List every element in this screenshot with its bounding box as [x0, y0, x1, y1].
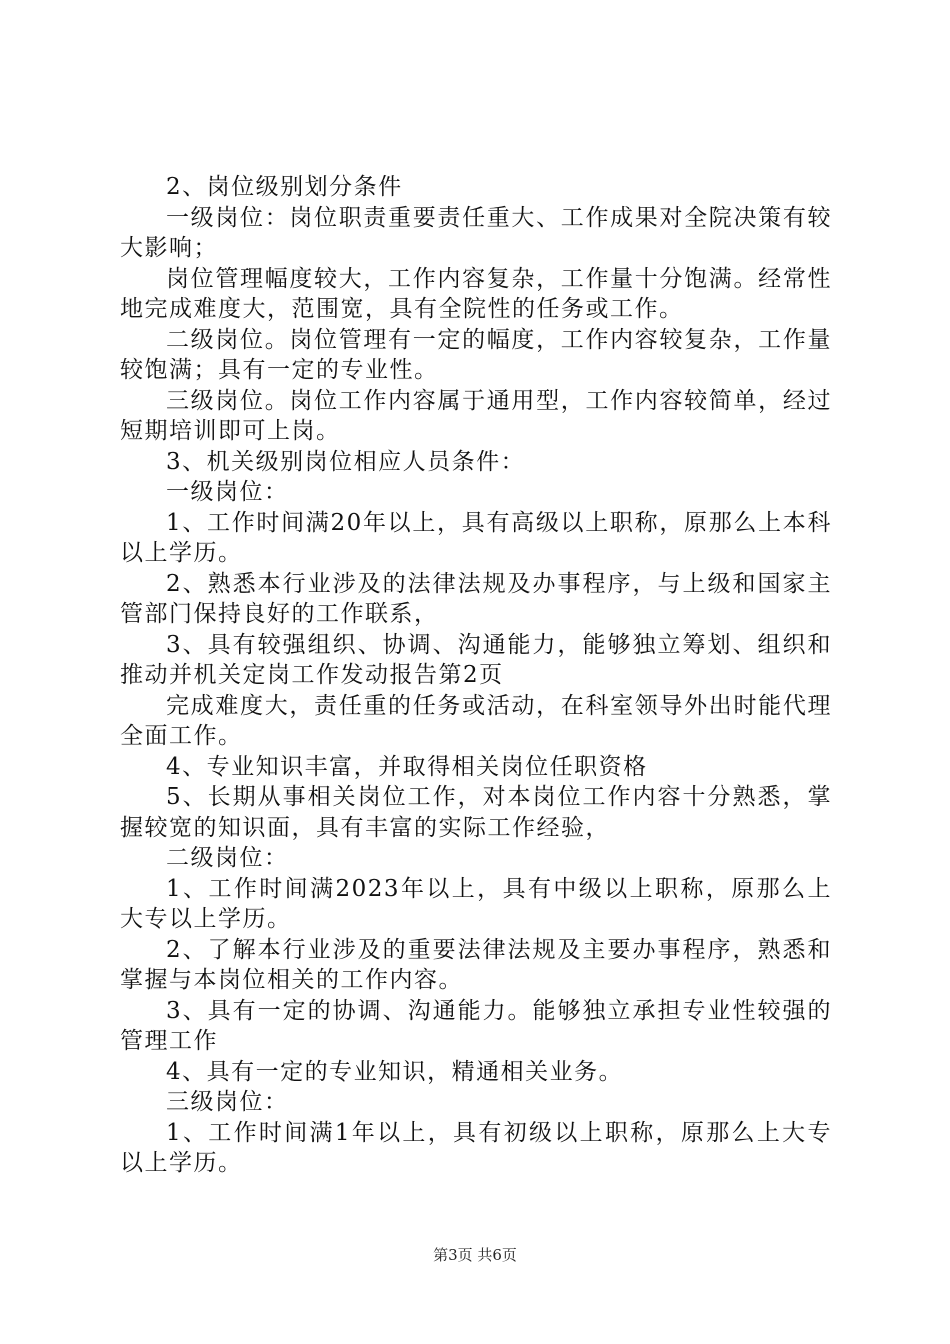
paragraph: 3、机关级别岗位相应人员条件：	[166, 448, 526, 475]
paragraph: 二级岗位：	[166, 845, 289, 871]
paragraph: 4、专业知识丰富，并取得相关岗位任职资格	[166, 753, 648, 780]
paragraph: 2、了解本行业涉及的重要法律法规及主要办事程序，熟悉和掌握与本岗位相关的工作内容。	[120, 936, 832, 993]
paragraph: 一级岗位：岗位职责重要责任重大、工作成果对全院决策有较大影响；	[120, 204, 832, 261]
paragraph: 3、具有一定的协调、沟通能力。能够独立承担专业性较强的管理工作	[120, 997, 832, 1054]
paragraph: 岗位管理幅度较大，工作内容复杂，工作量十分饱满。经常性地完成难度大，范围宽，具有全院性的任务或工作。	[120, 265, 832, 322]
paragraph: 4、具有一定的专业知识，精通相关业务。	[166, 1058, 624, 1085]
paragraph: 完成难度大，责任重的任务或活动，在科室领导外出时能代理全面工作。	[120, 692, 832, 749]
paragraph: 二级岗位。岗位管理有一定的幅度，工作内容较复杂，工作量较饱满；具有一定的专业性。	[120, 326, 832, 383]
paragraph: 5、长期从事相关岗位工作，对本岗位工作内容十分熟悉，掌握较宽的知识面，具有丰富的实际工作经验，	[120, 784, 832, 841]
paragraph: 1、工作时间满1年以上，具有初级以上职称，原那么上大专以上学历。	[120, 1119, 832, 1176]
paragraph: 1、工作时间满20年以上，具有高级以上职称，原那么上本科以上学历。	[120, 509, 832, 566]
paragraph: 1、工作时间满2023年以上，具有中级以上职称，原那么上大专以上学历。	[120, 875, 832, 932]
paragraph: 三级岗位。岗位工作内容属于通用型，工作内容较简单，经过短期培训即可上岗。	[120, 387, 832, 444]
paragraph: 2、熟悉本行业涉及的法律法规及办事程序，与上级和国家主管部门保持良好的工作联系，	[120, 570, 832, 627]
paragraph: 三级岗位：	[166, 1089, 289, 1115]
document-body	[120, 172, 832, 1179]
paragraph: 一级岗位：	[166, 479, 289, 505]
page-number: 第3页 共6页	[433, 1246, 517, 1264]
paragraph: 2、岗位级别划分条件	[166, 174, 403, 200]
page-footer	[0, 1244, 950, 1265]
paragraph: 3、具有较强组织、协调、沟通能力，能够独立筹划、组织和推动并机关定岗工作发动报告第2页	[120, 631, 832, 688]
